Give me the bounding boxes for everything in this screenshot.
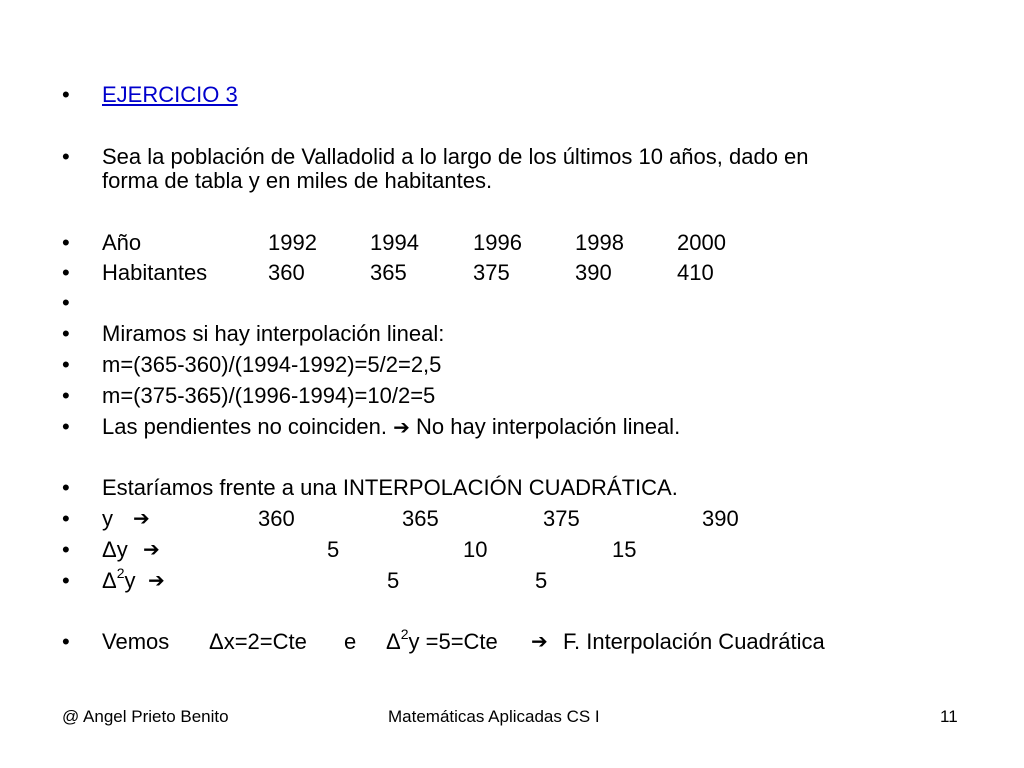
footer-page-number: 11 <box>940 707 958 726</box>
d2y-label: $\Delta^2y$ <box>102 564 136 593</box>
conjunction-e: e <box>344 629 357 654</box>
footer-course: Matemáticas Aplicadas CS I <box>388 707 600 726</box>
dx-constant: Δx=2=Cte <box>209 629 307 654</box>
dy-label: Δy <box>102 537 128 562</box>
quadratic-statement-text: Estaríamos frente a una INTERPOLACIÓN CUADRÁTICA. <box>102 475 678 500</box>
conclusion-part-b: No hay interpolación lineal. <box>416 414 681 439</box>
bullet-marker: • <box>62 629 70 654</box>
bullet-marker: • <box>62 260 70 285</box>
right-arrow-icon: ➔ <box>143 539 160 561</box>
conclusion-part-a: Las pendientes no coinciden. <box>102 414 387 439</box>
intro-text-line1: Sea la población de Valladolid a lo largo de los últimos 10 años, dado en <box>102 144 809 169</box>
right-arrow-icon: ➔ <box>531 631 548 653</box>
right-arrow-icon: ➔ <box>148 570 165 592</box>
year-cell: 1992 <box>268 230 317 255</box>
population-cell: 360 <box>268 260 305 285</box>
bullet-marker: • <box>62 568 70 593</box>
y-value: 365 <box>402 506 439 531</box>
bullet-marker: • <box>62 144 70 169</box>
bullet-marker: • <box>62 352 70 377</box>
d2y-value: 5 <box>535 568 548 593</box>
bullet-marker: • <box>62 290 70 315</box>
y-value: 375 <box>543 506 580 531</box>
y-value: 360 <box>258 506 295 531</box>
population-label: Habitantes <box>102 260 208 285</box>
population-cell: 410 <box>677 260 714 285</box>
linear-check-text: Miramos si hay interpolación lineal: <box>102 321 445 346</box>
footer-author: @ Angel Prieto Benito <box>62 707 229 726</box>
population-cell: 375 <box>473 260 510 285</box>
population-cell: 390 <box>575 260 612 285</box>
bullet-marker: • <box>62 537 70 562</box>
exercise-title[interactable]: EJERCICIO 3 <box>102 82 238 107</box>
bullet-marker: • <box>62 414 70 439</box>
bullet-marker: • <box>62 230 70 255</box>
slope2-text: m=(375-365)/(1996-1994)=10/2=5 <box>102 383 436 408</box>
year-cell: 1994 <box>370 230 419 255</box>
year-cell: 2000 <box>677 230 726 255</box>
y-value: 390 <box>702 506 739 531</box>
vemos-text: Vemos <box>102 629 170 654</box>
dy-value: 5 <box>327 537 340 562</box>
right-arrow-icon: ➔ <box>393 417 410 439</box>
bullet-marker: • <box>62 383 70 408</box>
slope1-text: m=(365-360)/(1994-1992)=5/2=2,5 <box>102 352 442 377</box>
year-cell: 1996 <box>473 230 522 255</box>
bullet-marker: • <box>62 321 70 346</box>
right-arrow-icon: ➔ <box>133 508 150 530</box>
intro-text-line2: forma de tabla y en miles de habitantes. <box>102 168 493 193</box>
bullet-marker: • <box>62 506 70 531</box>
population-cell: 365 <box>370 260 407 285</box>
y-label: y <box>102 506 113 531</box>
dy-value: 10 <box>463 537 488 562</box>
dy-value: 15 <box>612 537 637 562</box>
d2y-value: 5 <box>387 568 400 593</box>
bullet-marker: • <box>62 82 70 107</box>
bullet-marker: • <box>62 475 70 500</box>
year-cell: 1998 <box>575 230 624 255</box>
d2y-constant: $\Delta^2y =5=Cte$ <box>386 625 498 654</box>
final-result: F. Interpolación Cuadrática <box>563 629 825 654</box>
year-label: Año <box>102 230 142 255</box>
linear-conclusion-text <box>102 414 680 441</box>
